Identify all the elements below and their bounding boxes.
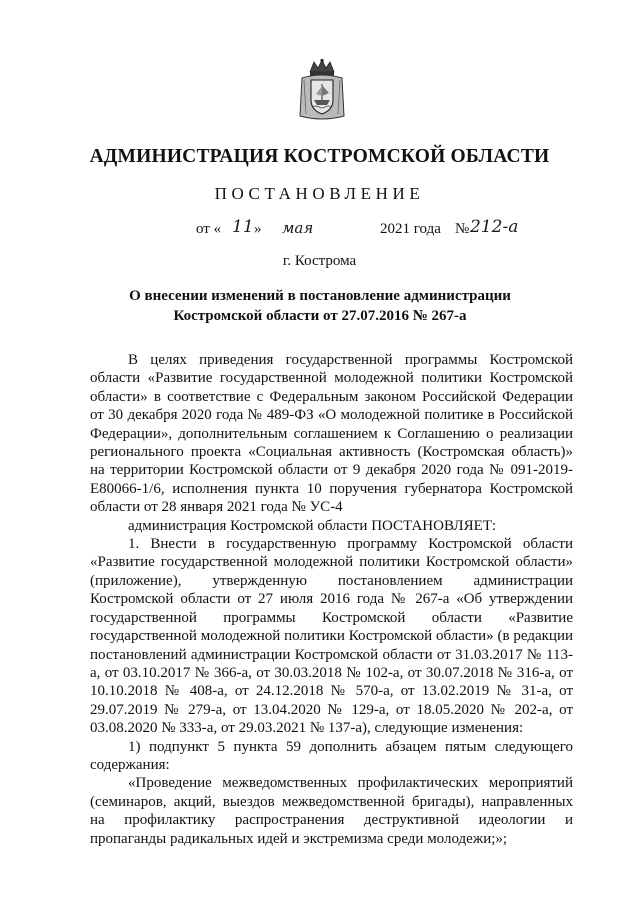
document-body (90, 351, 573, 848)
organization-title: АДМИНИСТРАЦИЯ КОСТРОМСКОЙ ОБЛАСТИ (89, 146, 550, 167)
paragraph-resolves: администрация Костромской области ПОСТАНОВЛЯЕТ: (128, 517, 497, 534)
date-year: 2021 года (380, 221, 441, 237)
document-number-handwritten: 212-а (470, 217, 519, 237)
paragraph-preamble: В целях приведения государственной программы Костромской области «Развитие государственной молодежной политики Костромской области» в соответствие с Федеральным законом Российской Федерации от 30 декабря 2020 года № 489-ФЗ «О молодежной политике в Российской Федерации», дополнительным соглашением к Соглашению о реализации регионального проекта «Социальная активность (Костромская область)» на территории Костромской области от 9 декабря 2020 года № 091-2019-Е80066-1/6, исполнения пункта 10 поручения губернатора Костромской области от 28 января 2021 года № УС-4 (90, 352, 573, 516)
coat-of-arms-icon (296, 58, 348, 124)
city: г. Кострома (282, 253, 357, 269)
paragraph-item-1: 1. Внести в государственную программу Костромской области «Развитие государственной молодежной политики Костромской области» (приложение), утвержденную постановлением администрации Костромской области от 27 июля 2016 года № 267-а «Об утверждении государственной программы Костромской области «Развитие государственной молодежной политики Костромской области» (в редакции постановлений администрации Костромской области от 31.03.2017 № 113-а, от 03.10.2017 № 366-а, от 30.03.2018 № 102-а, от 30.07.2018 № 316-а, от 10.10.2018 № 408-а, от 24.12.2018 № 570-а, от 13.02.2019 № 31-а, от 29.07.2019 № 279-а, от 13.04.2020 № 129-а, от 18.05.2020 № 202-а, от 03.08.2020 № 333-а, от 29.03.2021 № 137-а), следующие изменения: (90, 536, 573, 737)
subject-line-2: Костромской области от 27.07.2016 № 267-а (173, 308, 467, 324)
date-day-handwritten: 11 (232, 217, 254, 237)
date-suffix: » (254, 221, 262, 237)
paragraph-subitem-1: 1) подпункт 5 пункта 59 дополнить абзацем пятым следующего содержания: (90, 738, 573, 773)
document-type: ПОСТАНОВЛЕНИЕ (214, 184, 425, 203)
subject (80, 286, 560, 326)
subject-line-1: О внесении изменений в постановление администрации (129, 288, 511, 304)
date-line (196, 219, 576, 243)
date-prefix: от « (196, 221, 222, 237)
date-month-handwritten: мая (282, 219, 314, 237)
paragraph-quote: «Проведение межведомственных профилактических мероприятий (семинаров, акций, выездов межведомственной бригады), направленных на профилактику распространения деструктивной идеологии и пропаганды радикальных идей и экстремизма среди молодежи;»; (90, 775, 573, 847)
number-sign: № (455, 221, 470, 237)
coat-of-arms-svg (296, 58, 348, 124)
